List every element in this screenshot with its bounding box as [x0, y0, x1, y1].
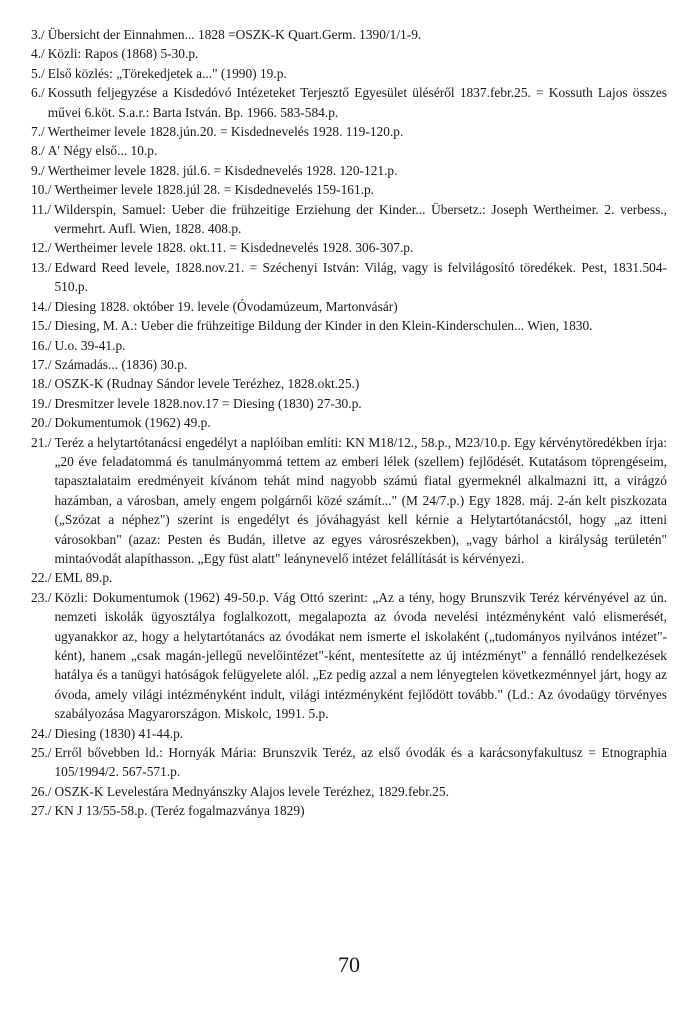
footnote-item — [31, 413, 667, 432]
footnote-text: OSZK-K (Rudnay Sándor levele Terézhez, 1828.okt.25.) — [54, 376, 360, 392]
footnote-number: 22./ — [31, 570, 52, 586]
footnote-text: Wertheimer levele 1828. okt.11. = Kisdednevelés 1928. 306-307.p. — [54, 240, 414, 256]
footnote-text: Dokumentumok (1962) 49.p. — [54, 415, 211, 431]
footnote-number: 3./ — [31, 27, 45, 42]
footnote-item — [31, 258, 667, 297]
footnote-number: 6./ — [31, 85, 45, 101]
footnote-text: Übersicht der Einnahmen... 1828 =OSZK-K Quart.Germ. 1390/1/1-9. — [47, 27, 422, 42]
footnote-item — [31, 374, 667, 393]
footnote-item — [31, 238, 667, 257]
footnote-text: Wilderspin, Samuel: Ueber die frühzeitige Erziehung der Kinder... Übersetz.: Joseph Wertheimer. 2. verbess., vermehrt. Aufl. Wien, 1828. 408.p. — [53, 201, 667, 237]
footnote-list — [31, 25, 667, 821]
footnote-text: KN J 13/55-58.p. (Teréz fogalmazványa 1829) — [54, 803, 305, 819]
footnote-text: U.o. 39-41.p. — [54, 337, 126, 353]
footnote-number: 26./ — [31, 783, 52, 799]
footnote-number: 20./ — [31, 415, 52, 431]
footnote-item — [31, 743, 667, 782]
footnote-text: Diesing, M. A.: Ueber die frühzeitige Bildung der Kinder in den Klein-Kinderschulen... Wien, 1830. — [54, 318, 593, 334]
footnote-number: 25./ — [31, 745, 52, 761]
footnote-number: 15./ — [31, 318, 52, 334]
footnote-number: 9./ — [31, 162, 45, 178]
footnote-item — [31, 724, 667, 743]
footnote-number: 11./ — [31, 201, 51, 217]
footnote-text: Teréz a helytartótanácsi engedélyt a naplóiban említi: KN M18/12., 58.p., M23/10.p. Egy kérvénytöredékben írja: „20 éve feladatommá és tanulmányommá tettem az emberi lélek (szellem) fejlődését. Kutatásom töprengéseim, tapasztalataim eredményeit kívánom tehát mind nagyobb számú fiatal gyermeknél alkalmazni itt, a virágzó hazámban, a városban, amely engem polgárnői közé számít..." (M 24/7.p.) Egy 1828. máj. 2-án kelt piszkozata („Szózat a néphez") szerint is engedélyt és jóváhagyást kell kérnie a Helytartótanácstól, hogy „az itteni városokban" (azaz: Pesten és Budán, illetve az egyes városrészekben), „vagy bárhol a királyság területén" mintaóvodát alapíthasson. „Egy füst alatt" leánynevelő intézet felállítását is kérvényezi. — [54, 434, 667, 566]
footnote-item — [31, 355, 667, 374]
footnote-item — [31, 200, 667, 239]
footnote-number: 10./ — [31, 182, 52, 198]
footnote-text: EML 89.p. — [54, 570, 113, 586]
footnote-number: 16./ — [31, 337, 52, 353]
footnote-text: Wertheimer levele 1828.júl 28. = Kisdednevelés 159-161.p. — [54, 182, 375, 198]
footnote-number: 5./ — [31, 65, 45, 81]
footnote-text: Erről bővebben ld.: Hornyák Mária: Brunszvik Teréz, az első óvodák és a karácsonyfakultusz = Etnographia 105/1994/2. 567-571.p. — [54, 745, 667, 780]
footnote-item — [31, 64, 667, 83]
footnote-text: Wertheimer levele 1828.jún.20. = Kisdednevelés 1928. 119-120.p. — [47, 124, 404, 140]
footnote-item — [31, 316, 667, 335]
footnote-number: 17./ — [31, 356, 52, 372]
footnote-text: Dresmitzer levele 1828.nov.17 = Diesing (1830) 27-30.p. — [54, 395, 362, 411]
footnote-item — [31, 161, 667, 180]
footnote-item — [31, 568, 667, 587]
footnote-item — [31, 83, 667, 122]
page-number: 70 — [338, 952, 360, 977]
footnote-item — [31, 25, 667, 44]
footnote-text: Wertheimer levele 1828. júl.6. = Kisdednevelés 1928. 120-121.p. — [47, 162, 398, 178]
footnote-item — [31, 180, 667, 199]
footnote-item — [31, 297, 667, 316]
footnote-text: Első közlés: „Törekedjetek a..." (1990) 19.p. — [47, 65, 287, 81]
footnote-text: Diesing (1830) 41-44.p. — [54, 725, 184, 741]
footnote-item — [31, 433, 667, 569]
footnote-number: 7./ — [31, 124, 45, 140]
footnote-number: 23./ — [31, 589, 52, 605]
footnote-text: Közli: Dokumentumok (1962) 49-50.p. Vág Ottó szerint: „Az a tény, hogy Brunszvik Teréz kérvényével az ún. nemzeti iskolák ügyosztálya foglalkozott, megalapozta az óvoda nevelési intézményként való elismerését, ugyanakkor az, hogy a helytartótanács az óvodákat nem ismerte el iskolaként („tudományos nyilvános intézet"-ként), hanem „csak magán-jellegű nevelőintézet"-ként, mentesítette az új intézményt" a fennálló rendelkezések hatálya és a tanügyi hatóságok felügyelete alól. „Ez pedig azzal a nem lényegtelen következménnyel járt, hogy az óvoda, amely világi intézményként indult, világi intézményként fejlődött tovább." (Ld.: Az óvodaügy törvényes szabályozása Magyarországon. Miskolc, 1991. 5.p. — [54, 589, 667, 722]
footnote-text: Közli: Rapos (1868) 5-30.p. — [47, 46, 199, 62]
footnote-item — [31, 782, 667, 801]
footnote-item — [31, 588, 667, 724]
footnote-number: 24./ — [31, 725, 52, 741]
footnote-item — [31, 801, 667, 820]
footnote-number: 21./ — [31, 434, 52, 450]
footnote-text: Diesing 1828. október 19. levele (Óvodamúzeum, Martonvásár) — [54, 298, 398, 314]
footnote-number: 18./ — [31, 376, 52, 392]
footnote-item — [31, 394, 667, 413]
footnote-number: 4./ — [31, 46, 45, 62]
footnote-text: Számadás... (1836) 30.p. — [54, 356, 188, 372]
footnote-item — [31, 141, 667, 160]
footnote-number: 19./ — [31, 395, 52, 411]
footnote-number: 13./ — [31, 259, 52, 275]
footnote-text: OSZK-K Levelestára Mednyánszky Alajos levele Terézhez, 1829.febr.25. — [54, 783, 449, 799]
footnote-text: Kossuth feljegyzése a Kisdedóvó Intézeteket Terjesztő Egyesület üléséről 1837.febr.25. = Kossuth Lajos összes művei 6.köt. S.a.r.: Barta István. Bp. 1966. 583-584.p. — [47, 85, 667, 120]
footnote-item — [31, 44, 667, 63]
footnote-item — [31, 122, 667, 141]
footnote-item — [31, 336, 667, 355]
footnote-number: 14./ — [31, 298, 52, 314]
footnote-number: 27./ — [31, 803, 52, 819]
footnote-text: A' Négy első... 10.p. — [47, 143, 158, 159]
footnote-number: 12./ — [31, 240, 52, 256]
footnote-number: 8./ — [31, 143, 45, 159]
footnote-text: Edward Reed levele, 1828.nov.21. = Széchenyi István: Világ, vagy is felvilágosító töredékek. Pest, 1831.504-510.p. — [54, 259, 667, 295]
